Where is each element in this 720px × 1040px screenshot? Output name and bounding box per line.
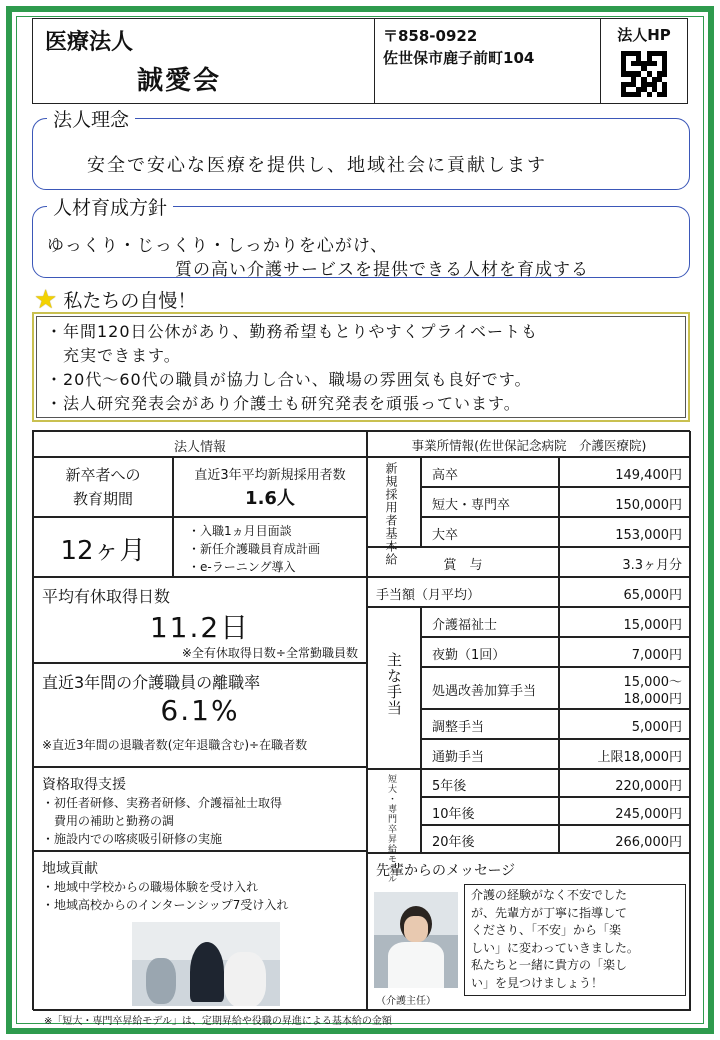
base-salary-label-cell (367, 457, 421, 566)
allowance-label-cell (421, 709, 559, 739)
address: 佐世保市鹿子前町104 (383, 49, 535, 67)
allowance-total-value: 65,000円 (623, 588, 682, 603)
salary-label: 短大・専門卒 (432, 498, 511, 513)
allowance-label: 介護福祉士 (432, 618, 498, 633)
allowance-total-label: 手当額（月平均） (376, 588, 481, 603)
bonus-label-cell (367, 547, 559, 577)
allowance-label: 調整手当 (432, 720, 485, 735)
allowance-label: 夜勤（1回） (432, 648, 506, 663)
newgrad-label-2: 教育期間 (72, 490, 133, 508)
salary-value-cell (559, 457, 691, 487)
raise-model-label: 短大・専門卒昇給モデル (386, 774, 396, 884)
allowance-value-cell (559, 667, 691, 709)
training-policy-line2: 質の高い介護サービスを提供できる人材を育成する (175, 260, 589, 280)
raise-label: 20年後 (432, 835, 475, 850)
allowance-group-cell (367, 607, 421, 769)
qualification-item: 費用の補助と勤務の調 (42, 814, 175, 828)
turnover-value: 6.1% (160, 694, 240, 727)
salary-value: 153,000円 (615, 528, 682, 543)
pride-item: ・年間120日公休があり、勤務希望もとりやすくプライベートも (46, 322, 539, 341)
allowance-group-label: 主な手当 (385, 652, 403, 716)
info-table (32, 430, 690, 1010)
corp-info-header (33, 431, 367, 457)
allowance-label-cell (421, 607, 559, 637)
allowance-label: 通勤手当 (432, 750, 485, 765)
photo-caption: （介護主任） (376, 996, 436, 1007)
edu-items-cell (173, 517, 367, 577)
philosophy-title: 法人理念 (47, 105, 135, 132)
philosophy-box (32, 109, 690, 190)
salary-label-cell (421, 457, 559, 487)
allowance-value-cell (559, 709, 691, 739)
allowance-value: 上限18,000円 (597, 750, 682, 765)
pride-item: ・20代～60代の職員が協力し合い、職場の雰囲気も良好です。 (46, 370, 532, 389)
org-name: 誠愛会 (137, 66, 222, 96)
training-policy-box (32, 197, 690, 280)
hire-count-cell (173, 457, 367, 517)
hire-count-label: 直近3年平均新規採用者数 (194, 468, 346, 483)
pride-heading (34, 286, 196, 313)
salary-value: 149,400円 (615, 468, 682, 483)
leave-label: 平均有休取得日数 (42, 587, 171, 606)
salary-label: 高卒 (432, 468, 459, 483)
turnover-label: 直近3年間の介護職員の離職率 (42, 673, 261, 692)
edu-period-cell (33, 517, 173, 577)
allowance-value-cell (559, 607, 691, 637)
raise-value: 220,000円 (615, 779, 682, 794)
base-salary-label: 新規採用者基本給 (384, 462, 398, 566)
pride-box (32, 312, 690, 422)
newgrad-label-cell (33, 457, 173, 517)
newgrad-label-1: 新卒者への (65, 466, 141, 484)
allowance-value-cell (559, 637, 691, 667)
message-line: い」を見つけましょう！ (471, 975, 604, 990)
message-line: しい」に変わっていきました。 (471, 940, 639, 955)
raise-model-label-cell (367, 769, 421, 884)
message-line: 介護の経験がなく不安でした (471, 888, 628, 902)
raise-value: 266,000円 (615, 835, 682, 850)
salary-value-cell (559, 517, 691, 547)
qualification-item: ・初任者研修、実務者研修、介護福祉士取得 (42, 796, 283, 810)
edu-item: ・e-ラーニング導入 (188, 560, 296, 574)
footnote: ※「短大・専門卒昇給モデル」は、定期昇給や役職の昇進による基本給の金額 (44, 1016, 392, 1027)
raise-value-cell (559, 769, 691, 797)
org-name-block (33, 19, 375, 103)
message-line: 私たちと一緒に貴方の「楽し (471, 958, 628, 972)
allowance-total-value-cell (559, 577, 691, 607)
message-line: が、先輩方が丁寧に指導して (471, 905, 628, 920)
allowance-value: 15,000円 (623, 618, 682, 633)
community-title: 地域貢献 (42, 861, 98, 877)
raise-value: 245,000円 (615, 807, 682, 822)
qr-code-icon[interactable] (621, 51, 667, 97)
message-box (464, 884, 686, 996)
homepage-label: 法人HP (617, 26, 671, 44)
allowance-value: 7,000円 (631, 648, 682, 663)
pride-title: 私たちの自慢！ (63, 290, 197, 312)
corp-info-title: 法人情報 (173, 440, 226, 455)
star-icon: ★ (34, 284, 58, 315)
raise-label: 5年後 (432, 779, 467, 794)
community-cell (33, 851, 367, 1011)
community-item: ・地域高校からのインターンシップ7受け入れ (42, 898, 289, 912)
message-line: くださり、「不安」から「楽 (471, 923, 622, 937)
message-cell (367, 853, 691, 1011)
turnover-note: ※直近3年間の退職者数(定年退職含む)÷在職者数 (42, 738, 308, 752)
pride-item: ・法人研究発表会があり介護士も研究発表を頑張っています。 (46, 394, 521, 413)
allowance-label-cell (421, 637, 559, 667)
hire-count-value: 1.6人 (245, 488, 295, 509)
org-type: 医療法人 (45, 30, 134, 55)
bonus-label: 賞 与 (443, 558, 483, 573)
postal-code: 〒858-0922 (383, 27, 478, 45)
raise-label-cell (421, 797, 559, 825)
edu-item: ・新任介護職員育成計画 (188, 542, 321, 556)
salary-label-cell (421, 487, 559, 517)
raise-label-cell (421, 769, 559, 797)
message-title: 先輩からのメッセージ (376, 863, 516, 879)
bonus-value-cell (559, 547, 691, 577)
salary-label-cell (421, 517, 559, 547)
leave-value: 11.2日 (149, 611, 251, 644)
allowance-label-cell (421, 667, 559, 709)
raise-value-cell (559, 825, 691, 853)
allowance-total-label-cell (367, 577, 559, 607)
allowance-label: 処遇改善加算手当 (432, 684, 537, 699)
allowance-value-cell (559, 739, 691, 769)
salary-value-cell (559, 487, 691, 517)
raise-value-cell (559, 797, 691, 825)
internship-photo (132, 922, 280, 1006)
turnover-cell (33, 663, 367, 767)
edu-period-value: 12ヶ月 (60, 536, 146, 566)
bonus-value: 3.3ヶ月分 (622, 558, 682, 573)
allowance-value: 5,000円 (631, 720, 682, 735)
office-info-title: 事業所情報(佐世保記念病院 介護医療院) (411, 438, 647, 453)
raise-label: 10年後 (432, 807, 475, 822)
allowance-value-range-start: 15,000～ (623, 675, 682, 690)
philosophy-text: 安全で安心な医療を提供し、地域社会に貢献します (87, 155, 547, 176)
senior-staff-photo (374, 892, 458, 988)
community-item: ・地域中学校からの職場体験を受け入れ (42, 880, 259, 894)
address-block (375, 19, 601, 103)
office-info-header (367, 431, 691, 457)
qualification-item: ・施設内での喀痰吸引研修の実施 (42, 832, 223, 846)
homepage-block[interactable] (601, 19, 687, 103)
allowance-label-cell (421, 739, 559, 769)
salary-value: 150,000円 (615, 498, 682, 513)
salary-label: 大卒 (432, 528, 459, 543)
training-policy-title: 人材育成方針 (47, 193, 173, 220)
training-policy-line1: ゆっくり・じっくり・しっかりを心がけ、 (47, 236, 389, 256)
header (32, 18, 688, 104)
qualification-title: 資格取得支援 (42, 777, 126, 793)
qualification-cell (33, 767, 367, 851)
edu-item: ・入職1ヵ月目面談 (188, 524, 292, 538)
allowance-value-range-end: 18,000円 (623, 692, 682, 707)
pride-item: 充実できます。 (46, 346, 181, 365)
leave-cell (33, 577, 367, 663)
leave-note: ※全有休取得日数÷全常勤職員数 (181, 646, 358, 660)
raise-label-cell (421, 825, 559, 853)
